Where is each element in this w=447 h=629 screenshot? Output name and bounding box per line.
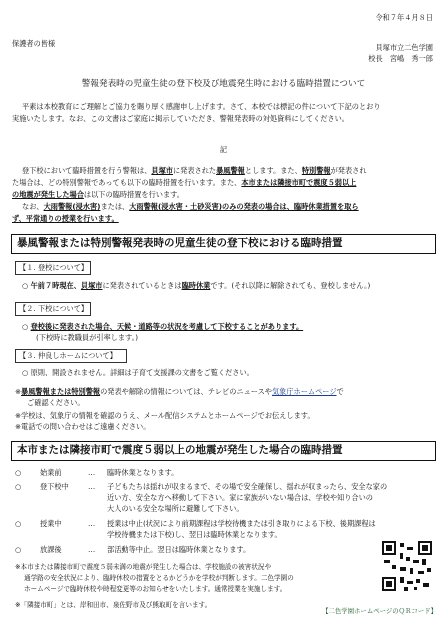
row-mark-2: ○ [15,482,22,491]
principal-name: 校長 宮嶋 秀一郎 [368,54,433,63]
row-label-before-class: 始業前 [40,468,62,477]
row-label-commute: 登下校中 [40,482,69,491]
school-notice-note: ※学校は、気象庁の情報を確認のうえ、メール配信システムとホームページでお伝えします。 [15,411,315,420]
dismissal-note: (下校時に教職員が引率します。) [36,333,139,342]
row-mark-1: ○ [15,468,22,477]
row-dots-2: … [88,482,96,491]
intro-line-1: 登下校において臨時措置を行う警報は、貝塚市に発表された暴風警報とします。また、特別警報が発表され [22,166,367,175]
phone-note: ※電話での問い合わせはご遠慮ください。 [15,422,151,431]
after-school-rule: ○ 原則、開設されません。詳細は子育て支援課の文書をご覧ください。 [22,368,254,377]
row-desc-before-class: 臨時休業となります。 [107,468,179,477]
dismissal-rule: ○ 登校後に発表された場合、天候・道路等の状況を考慮して下校することがあります。 [22,322,304,331]
intro-line-2: た場合は、どの特別警報であっても以下の臨時措置を行います。また、本市または隣接市町で震度５弱以上 [12,178,357,187]
warning-info-note: ※暴風警報または特別警報の発表や解除の情報については、テレビのニュースや気象庁ホームページで [15,387,344,396]
intro-line-3: の地震が発生した場合は以下の臨時措置を行います。 [12,190,184,199]
sub-heading-after-school: 【３. 仲良しホームについて】 [15,349,127,363]
earthquake-note-3: ホームページで臨時休校や時程変更等のお知らせをいたします。通常授業を実施します。 [24,585,287,593]
intro-line-4: なお、大雨警報(浸水害)または、大雨警報(浸水害・土砂災害)のみの発表の場合は、臨時休業措置を取ら [22,202,359,211]
section-1-title: 暴風警報または特別警報発表時の児童生徒の登下校における臨時措置 [11,234,436,254]
row-desc-commute-3: 大人のいる安全な場所に避難して下さい。 [107,504,244,513]
neighbor-definition-note: ※「隣接市町」とは、岸和田市、泉佐野市及び熊取町を言います。 [15,601,212,609]
qr-caption: 【二色学園ホームページのＱＲコード】 [322,607,437,615]
row-label-during-class: 授業中 [40,519,62,528]
row-desc-during-class-2: 学校待機または下校)し、翌日は臨時休業となります。 [107,530,282,539]
ki-heading: 記 [219,145,228,154]
earthquake-note-2: 通学路の安全状況により、臨時休校の措置をとるかどうかを学校が判断します。二色学園の [24,574,294,582]
row-label-after-school: 放課後 [40,545,62,554]
section-2-title: 本市または隣接市町で震度５弱以上の地震が発生した場合の臨時措置 [11,441,436,461]
qr-code[interactable] [382,541,432,591]
row-dots-3: … [88,519,96,528]
intro-line-5: ず、平常通りの授業を行います。 [12,214,119,223]
row-mark-3: ○ [15,519,22,528]
date: 令和７年４月８日 [375,13,433,22]
greeting-line-1: 平素は本校教育にご理解とご協力を賜り厚く感謝申し上げます。さて、本校では標記の件について下記のとおり [22,102,381,111]
row-desc-after-school: 部活動等中止。翌日は臨時休業となります。 [107,545,251,554]
school-name: 貝塚市立二色学園 [375,43,433,52]
row-desc-during-class-1: 授業は中止(状況により前期課程は学校待機または引き取りによる下校、後期課程は [107,519,376,528]
recipient: 保護者の皆様 [12,39,56,48]
row-mark-4: ○ [15,545,22,554]
row-desc-commute-2: 近い方、安全な方へ移動して下さい。家に家族がいない場合は、学校や知り合いの [107,493,373,502]
circle-bullet-icon: ○ [22,368,29,377]
sub-heading-dismissal: 【２. 下校について】 [15,302,91,316]
earthquake-note-1: ※本市または隣接市町で震度５弱未満の地震が発生した場合は、学校施設の被害状況や [15,563,272,571]
circle-bullet-icon: ○ [22,281,29,290]
row-desc-commute-1: 子どもたちは揺れが収まるまで、その場で安全確保し、揺れが収まったら、安全な家の [107,482,388,491]
row-dots-1: … [88,468,96,477]
commute-rule: ○ 午前７時現在、貝塚市に発表されているときは臨時休業です。(それ以降に解除されても、登校しません。) [22,281,371,290]
circle-bullet-icon: ○ [22,322,29,331]
sub-heading-commute: 【１. 登校について】 [15,261,91,275]
greeting-line-2: 実施いたします。なお、この文書はご家庭に掲示していただき、警報発表時の対処資料にしてください。 [12,114,349,123]
warning-info-note-cont: ご確認ください。 [27,398,85,407]
row-dots-4: … [88,545,96,554]
document-title: 警報発表時の児童生徒の登下校及び地震発生時における臨時措置について [81,79,366,89]
